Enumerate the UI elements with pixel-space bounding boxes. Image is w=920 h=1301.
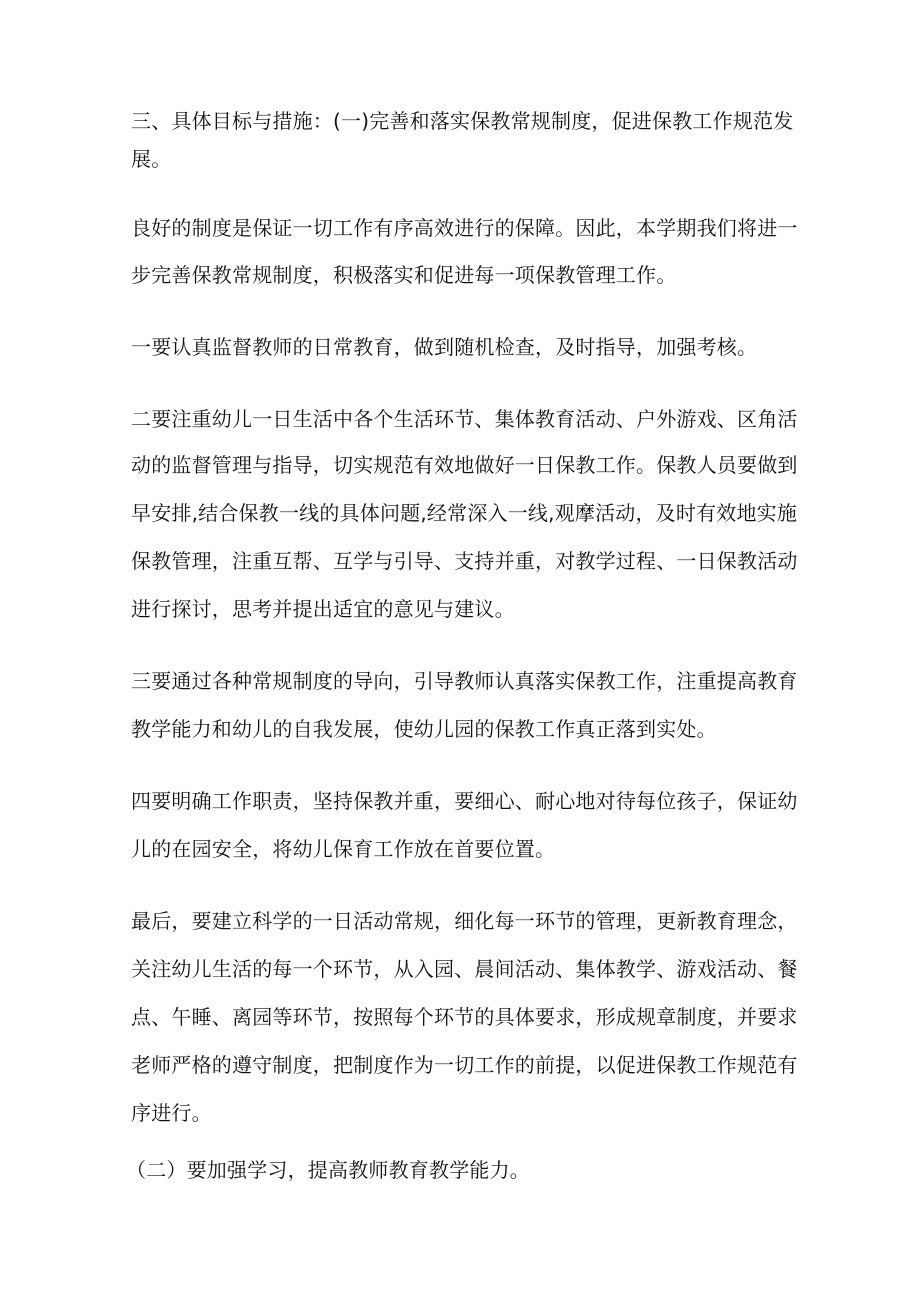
paragraph-4-line-3: 早安排,结合保教一线的具体问题,经常深入一线,观摩活动，及时有效地实施: [131, 501, 798, 525]
paragraph-1-line-1: 三、具体目标与措施：(一)完善和落实保教常规制度，促进保教工作规范发: [131, 109, 794, 133]
paragraph-4-line-4: 保教管理，注重互帮、互学与引导、支持并重，对教学过程、一日保教活动: [131, 549, 798, 573]
paragraph-6-line-2: 儿的在园安全，将幼儿保育工作放在首要位置。: [131, 837, 556, 861]
paragraph-7-line-3: 点、午睡、离园等环节，按照每个环节的具体要求，形成规章制度，并要求: [131, 1005, 798, 1029]
paragraph-3-line-1: 一要认真监督教师的日常教育，做到随机检查，及时指导，加强考核。: [131, 335, 758, 359]
paragraph-4-line-5: 进行探讨，思考并提出适宜的意见与建议。: [131, 597, 515, 621]
paragraph-5-line-2: 教学能力和幼儿的自我发展，使幼儿园的保教工作真正落到实处。: [131, 717, 717, 741]
paragraph-4-line-2: 动的监督管理与指导，切实规范有效地做好一日保教工作。保教人员要做到: [131, 453, 798, 477]
paragraph-1-line-2: 展。: [131, 147, 172, 171]
paragraph-2-line-1: 良好的制度是保证一切工作有序高效进行的保障。因此，本学期我们将进一: [131, 216, 798, 240]
paragraph-7-line-5: 序进行。: [131, 1101, 212, 1125]
paragraph-5-line-1: 三要通过各种常规制度的导向，引导教师认真落实保教工作，注重提高教育: [131, 669, 798, 693]
paragraph-6-line-1: 四要明确工作职责，坚持保教并重，要细心、耐心地对待每位孩子，保证幼: [131, 789, 798, 813]
paragraph-7-line-4: 老师严格的遵守制度，把制度作为一切工作的前提，以促进保教工作规范有: [131, 1053, 798, 1077]
paragraph-2-line-2: 步完善保教常规制度，积极落实和促进每一项保教管理工作。: [131, 263, 677, 287]
paragraph-4-line-1: 二要注重幼儿一日生活中各个生活环节、集体教育活动、户外游戏、区角活: [131, 407, 798, 431]
paragraph-7-line-2: 关注幼儿生活的每一个环节，从入园、晨间活动、集体教学、游戏活动、餐: [131, 957, 798, 981]
paragraph-7-line-1: 最后，要建立科学的一日活动常规，细化每一环节的管理，更新教育理念，: [131, 909, 798, 933]
section-2-heading: （二）要加强学习，提高教师教育教学能力。: [126, 1158, 530, 1182]
